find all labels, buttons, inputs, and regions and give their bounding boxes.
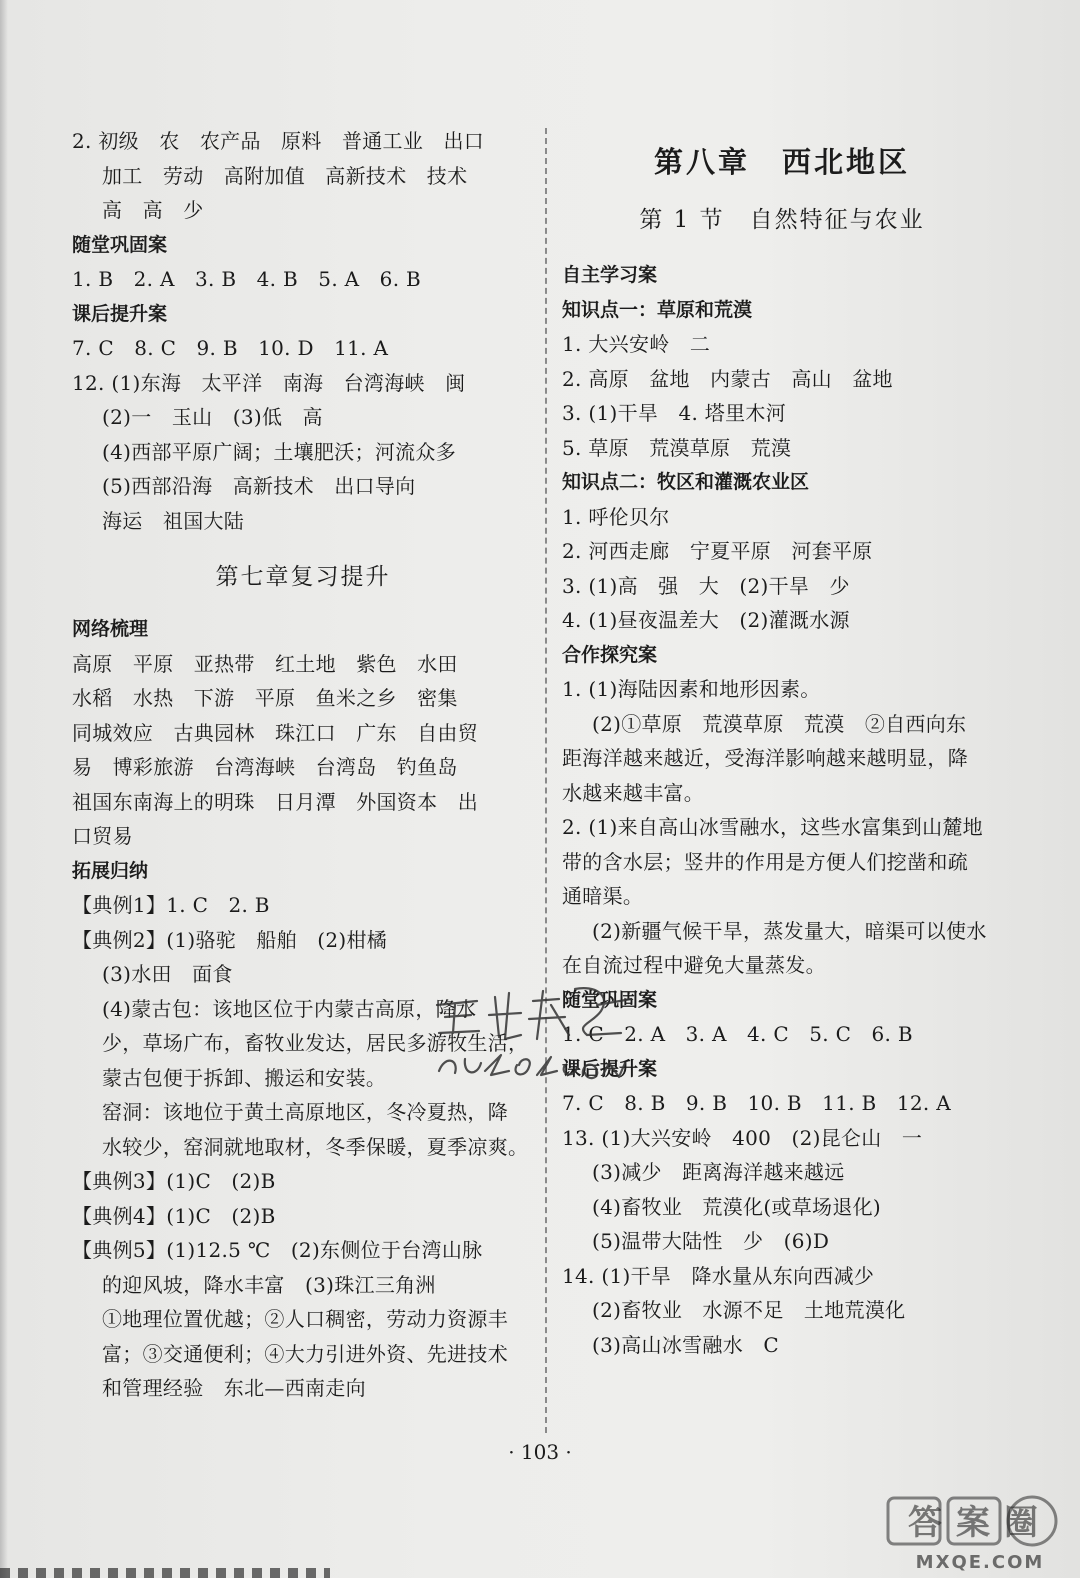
section-heading: 知识点一：草原和荒漠 (562, 298, 753, 321)
section-heading: 合作探究案 (562, 643, 658, 666)
answer-line: 易 博彩旅游 台湾海峡 台湾岛 钓鱼岛 (72, 755, 458, 779)
answer-line: (4)畜牧业 荒漠化(或草场退化) (592, 1194, 882, 1219)
section-heading: 拓展归纳 (72, 859, 149, 882)
section-heading: 网络梳理 (72, 618, 149, 640)
answer-line: 1. B 2. A 3. B 4. B 5. A 6. B (72, 267, 422, 291)
answer-line: 在自流过程中避免大量蒸发。 (562, 953, 826, 977)
answer-line: 3. (1)干旱 4. 塔里木河 (562, 401, 787, 425)
mxqe-logo-watermark (882, 1492, 1072, 1574)
answer-line: 【典例4】(1)C (2)B (72, 1203, 276, 1228)
section-heading: 课后提升案 (562, 1057, 658, 1080)
answer-line: (4)西部平原广阔；土壤肥沃；河流众多 (102, 439, 457, 464)
answer-line: 2. (1)来自高山冰雪融水，这些水富集到山麓地 (562, 815, 983, 839)
answer-line: 海运 祖国大陆 (102, 508, 245, 533)
section-heading: 自主学习案 (562, 264, 658, 286)
answer-line: 2. 高原 盆地 内蒙古 高山 盆地 (562, 366, 893, 391)
answer-line: 【典例3】(1)C (2)B (72, 1169, 276, 1193)
answer-line: 7. C 8. C 9. B 10. D 11. A (72, 336, 389, 360)
answer-line: (3)减少 距离海洋越来越远 (592, 1160, 845, 1184)
column-divider (545, 128, 547, 1433)
answer-line: 14. (1)干旱 降水量从东向西减少 (562, 1263, 875, 1288)
answer-line: 1. C 2. A 3. A 4. C 5. C 6. B (562, 1022, 913, 1046)
answer-line: 祖国东南海上的明珠 日月潭 外国资本 出 (72, 789, 478, 814)
answer-line: 口贸易 (72, 824, 133, 848)
section-heading: 随堂巩固案 (562, 988, 658, 1011)
answer-line: 1. 大兴安岭 二 (562, 332, 711, 356)
answer-line: (2)新疆气候干旱，蒸发量大，暗渠可以使水 (592, 918, 987, 943)
answer-line: 的迎风坡，降水丰富 (3)珠江三角洲 (102, 1272, 436, 1297)
answer-line: 高原 平原 亚热带 红土地 紫色 水田 (72, 651, 458, 676)
answer-line: 7. C 8. B 9. B 10. B 11. B 12. A (562, 1091, 951, 1115)
lesson-title: 第 1 节 自然特征与农业 (639, 207, 925, 233)
answer-line: 3. (1)高 强 大 (2)干旱 少 (562, 573, 850, 598)
answer-line: 通暗渠。 (562, 884, 644, 908)
answer-line: 加工 劳动 高附加值 高新技术 技术 (102, 163, 468, 188)
right-column (562, 124, 1002, 1362)
handwritten-watermark (425, 975, 655, 1090)
answer-line: 窑洞：该地位于黄土高原地区，冬冷夏热，降 (102, 1100, 508, 1124)
left-column (72, 124, 534, 1406)
answer-line: 和管理经验 东北—西南走向 (102, 1376, 366, 1400)
answer-line: (2)①草原 荒漠草原 荒漠 ②自西向东 (592, 711, 967, 736)
answer-line: ①地理位置优越；②人口稠密，劳动力资源丰 (102, 1307, 508, 1331)
answer-line: (2)一 玉山 (3)低 高 (102, 405, 323, 429)
logo-text: 答案圈 (908, 1503, 1052, 1543)
answer-line: (5)西部沿海 高新技术 出口导向 (102, 474, 416, 498)
logo-site: MXQE.COM (915, 1552, 1045, 1573)
answer-line: 富；③交通便利；④大力引进外资、先进技术 (102, 1341, 508, 1366)
answer-line: 2. 初级 农 农产品 原料 普通工业 出口 (72, 129, 485, 153)
answer-line: 带的含水层；竖井的作用是方便人们挖凿和疏 (562, 849, 968, 874)
answer-line: 1. 呼伦贝尔 (562, 504, 670, 529)
answer-line: 高 高 少 (102, 198, 204, 222)
answer-line: 【典例5】(1)12.5 ℃ (2)东侧位于台湾山脉 (72, 1238, 483, 1262)
answer-line: (2)畜牧业 水源不足 土地荒漠化 (592, 1298, 906, 1322)
answer-line: 水较少，窑洞就地取材，冬季保暖，夏季凉爽。 (102, 1134, 529, 1159)
section-heading: 随堂巩固案 (72, 233, 168, 256)
answer-line: 距海洋越来越近，受海洋影响越来越明显，降 (562, 746, 968, 770)
answer-line: 【典例2】(1)骆驼 船舶 (2)柑橘 (72, 927, 388, 952)
answer-line: 【典例1】1. C 2. B (72, 893, 270, 917)
section-heading: 知识点二：牧区和灌溉农业区 (562, 471, 810, 493)
answer-line: 水越来越丰富。 (562, 780, 705, 805)
answer-line: 13. (1)大兴安岭 400 (2)昆仑山 一 (562, 1125, 923, 1150)
answer-line: 12. (1)东海 太平洋 南海 台湾海峡 闽 (72, 370, 466, 395)
answer-line: 少，草场广布，畜牧业发达，居民多游牧生活， (102, 1031, 529, 1055)
answer-line: 同城效应 古典园林 珠江口 广东 自由贸 (72, 720, 478, 745)
chapter-title: 第八章 西北地区 (653, 145, 910, 179)
answer-line: (5)温带大陆性 少 (6)D (592, 1229, 830, 1253)
answer-line: 1. (1)海陆因素和地形因素。 (562, 677, 821, 701)
answer-line: 蒙古包便于拆卸、搬运和安装。 (102, 1065, 387, 1090)
answer-line: 2. 河西走廊 宁夏平原 河套平原 (562, 539, 873, 563)
answer-line: (3)高山冰雪融水 C (592, 1332, 779, 1357)
scan-edge-shadow (0, 0, 8, 1578)
scan-bottom-strip (0, 1568, 330, 1578)
answer-line: 水稻 水热 下游 平原 鱼米之乡 密集 (72, 686, 458, 710)
review-section-title: 第七章复习提升 (215, 564, 391, 590)
section-heading: 课后提升案 (72, 302, 168, 325)
answer-line: (4)蒙古包：该地区位于内蒙古高原，降水 (102, 996, 477, 1021)
answer-line: 5. 草原 荒漠草原 荒漠 (562, 435, 792, 460)
answer-line: (3)水田 面食 (102, 962, 233, 986)
answer-line: 4. (1)昼夜温差大 (2)灌溉水源 (562, 608, 850, 632)
page-number: · 103 · (508, 1440, 572, 1464)
